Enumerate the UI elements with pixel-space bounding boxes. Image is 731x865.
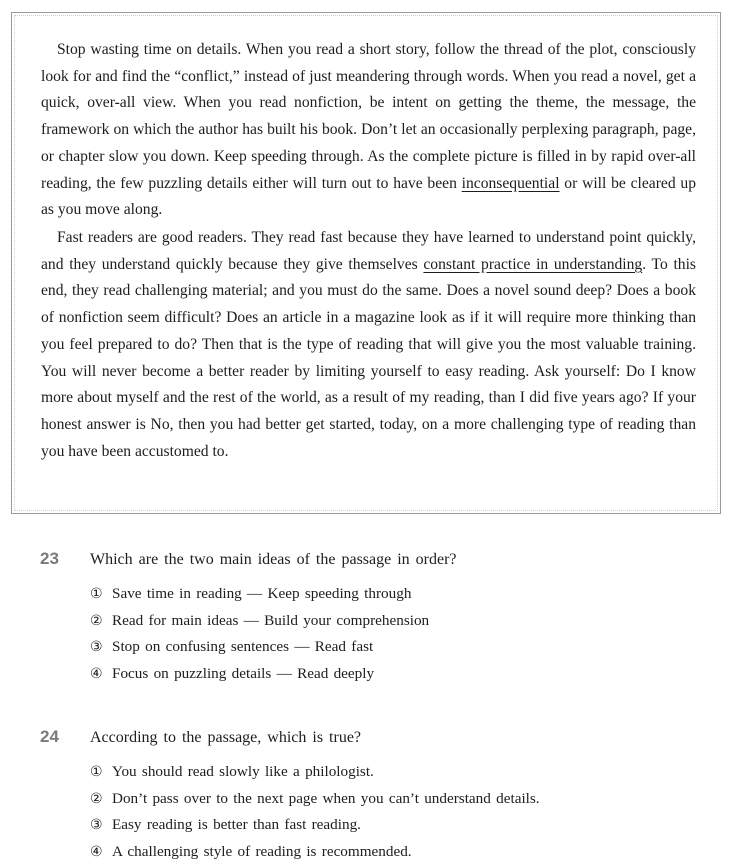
option-marker: ③ [90,817,103,834]
option-text: A challenging style of reading is recommended. [112,842,412,860]
option-marker: ④ [90,843,103,860]
question-text: Which are the two main ideas of the passage in order? [90,551,457,568]
option-marker: ④ [90,665,103,682]
paragraph-1-text-after: or will be cleared up as you move along. [41,174,696,219]
option-text: Don’t pass over to the next page when you can’t understand details. [112,789,540,807]
answer-option[interactable] [90,839,540,865]
answer-option[interactable] [90,581,429,608]
option-text: Read for main ideas — Build your comprehension [112,611,430,629]
option-text: Focus on puzzling details — Read deeply [112,664,375,682]
option-text: You should read slowly like a philologist. [112,763,374,780]
answer-option[interactable] [90,608,429,635]
paragraph-2-text-before: Fast readers are good readers. They read fast because they have learned to understand point quickly, and they understand quickly because they give themselves [41,229,696,273]
option-marker: ② [90,612,103,629]
answer-option[interactable] [90,634,429,661]
option-marker: ② [90,790,103,807]
option-marker: ① [90,764,103,780]
answer-option[interactable] [90,759,540,786]
passage-paragraph-2 [41,225,696,465]
answer-option[interactable] [90,786,540,813]
underlined-word: inconsequential [461,174,560,192]
option-text: Save time in reading — Keep speeding through [112,585,412,602]
answer-options [90,759,540,865]
paragraph-2-text-after: . To this end, they read challenging material; and you must do the same. Does a novel sound deep? Does a book of nonfiction seem difficult? Does an article in a magazine look as if it will require more thinking than you feel prepared to do? Then that is the type of reading that will give you the most valuable training. You will never become a better reader by limiting yourself to easy reading. Ask yourself: Do I know more about myself and the rest of the world, as a result of my reading, than I did five years ago? If your honest answer is No, then you had better get started, today, on a more challenging type of reading than you have been accustomed to. [41,255,696,460]
passage-paragraph-1 [41,37,696,224]
question-number: 24 [40,727,59,746]
underlined-phrase: constant practice in understanding [423,255,643,273]
paragraph-1-text-before: Stop wasting time on details. When you read a short story, follow the thread of the plot, consciously look for and find the “conflict,” instead of just meandering through words. When you read a novel, get a quick, over-all view. When you read nonfiction, be intent on getting the theme, the message, the framework on which the author has built his book. Don’t let an occasionally perplexing paragraph, page, or chapter slow you down. Keep speeding through. As the complete picture is filled in by rapid over-all reading, the few puzzling details either will turn out to have been [41,41,696,192]
option-text: Stop on confusing sentences — Read fast [112,638,374,656]
answer-options [90,581,429,687]
option-text: Easy reading is better than fast reading. [112,816,361,834]
answer-option[interactable] [90,661,429,688]
option-marker: ① [90,586,103,602]
option-marker: ③ [90,639,103,656]
passage-box [11,12,721,514]
question-number: 23 [40,549,59,568]
answer-option[interactable] [90,812,540,839]
question-text: According to the passage, which is true? [90,729,362,746]
